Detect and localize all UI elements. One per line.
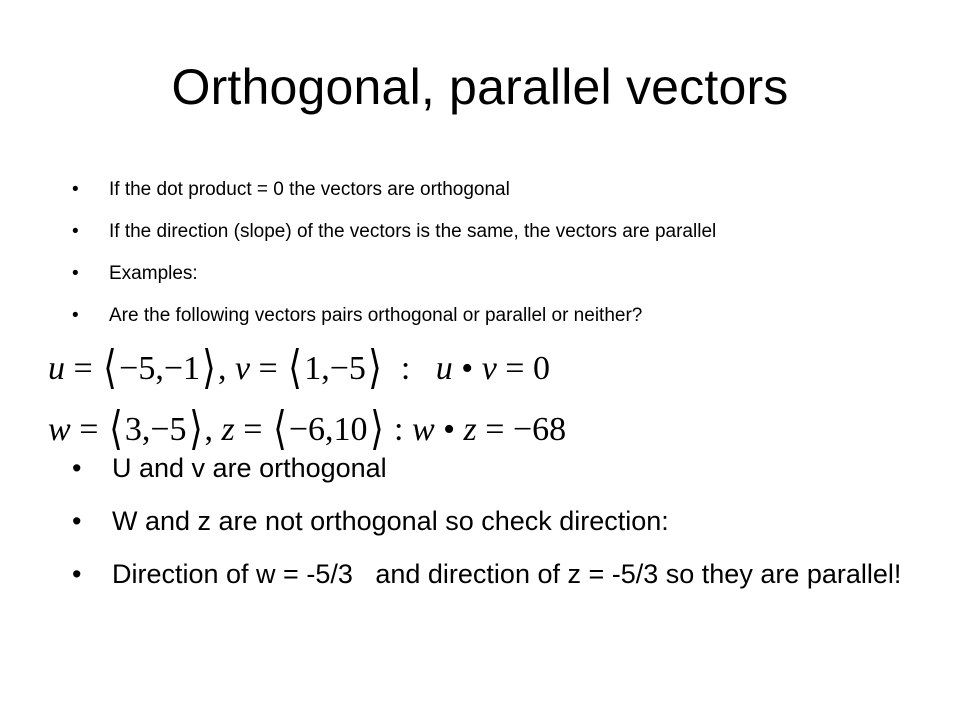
eq-variable: u (435, 350, 453, 387)
eq-vector: −6,10 (288, 411, 368, 448)
eq-variable: v (234, 350, 251, 387)
bullet-icon: • (72, 179, 79, 200)
eq-vector: 1,−5 (304, 350, 366, 387)
bullet-icon: • (72, 506, 82, 536)
eq-vector: −5,−1 (119, 350, 200, 387)
right-angle-icon: ⟩ (369, 403, 384, 454)
list-item (72, 556, 932, 593)
big-bullet-list (72, 450, 932, 609)
left-angle-icon: ⟨ (109, 403, 123, 454)
list-item-text: If the direction (slope) of the vectors is the same, the vectors are parallel (109, 221, 717, 242)
list-item (72, 503, 932, 540)
eq-result: 0 (532, 350, 550, 387)
left-angle-icon: ⟨ (103, 342, 117, 393)
eq-variable: z (463, 411, 477, 448)
list-item (72, 260, 932, 302)
left-angle-icon: ⟨ (288, 342, 302, 393)
list-item-text: If the dot product = 0 the vectors are orthogonal (109, 179, 510, 200)
list-item (72, 450, 932, 487)
eq-vector: 3,−5 (124, 411, 187, 448)
list-item-text: W and z are not orthogonal so check direction: (112, 506, 669, 536)
list-item (72, 176, 932, 218)
slide-title: Orthogonal, parallel vectors (171, 59, 789, 115)
list-item (72, 302, 932, 344)
small-bullet-list (72, 176, 932, 344)
colon-icon: : (392, 350, 428, 387)
dot-operator-icon: • (443, 411, 456, 448)
dot-operator-icon: • (461, 350, 474, 387)
bullet-icon: • (72, 305, 79, 326)
list-item (72, 218, 932, 260)
list-item-text: Direction of w = -5/3 and direction of z = -5/3 so they are parallel! (112, 559, 902, 589)
bullet-icon: • (72, 559, 82, 589)
list-item-text: U and v are orthogonal (112, 453, 387, 483)
bullet-icon: • (72, 453, 82, 483)
equation-uv: u = ⟨−5,−1⟩, v = ⟨1,−5⟩ : u • v = 0 (48, 342, 550, 393)
left-angle-icon: ⟨ (273, 403, 287, 454)
right-angle-icon: ⟩ (202, 342, 216, 393)
bullet-icon: • (72, 263, 79, 284)
eq-variable: v (481, 350, 497, 387)
eq-result: −68 (512, 411, 567, 448)
eq-variable: u (48, 350, 65, 387)
equation-wz: w = ⟨3,−5⟩, z = ⟨−6,10⟩ : w • z = −68 (48, 403, 567, 454)
eq-variable: z (221, 411, 235, 448)
list-item-text: Are the following vectors pairs orthogonal or parallel or neither? (109, 305, 643, 326)
list-item-text: Examples: (109, 263, 198, 284)
colon-icon: : (393, 411, 404, 448)
right-angle-icon: ⟩ (188, 403, 203, 454)
eq-variable: w (411, 411, 435, 448)
right-angle-icon: ⟩ (368, 342, 382, 393)
eq-variable: w (48, 411, 71, 448)
bullet-icon: • (72, 221, 79, 242)
